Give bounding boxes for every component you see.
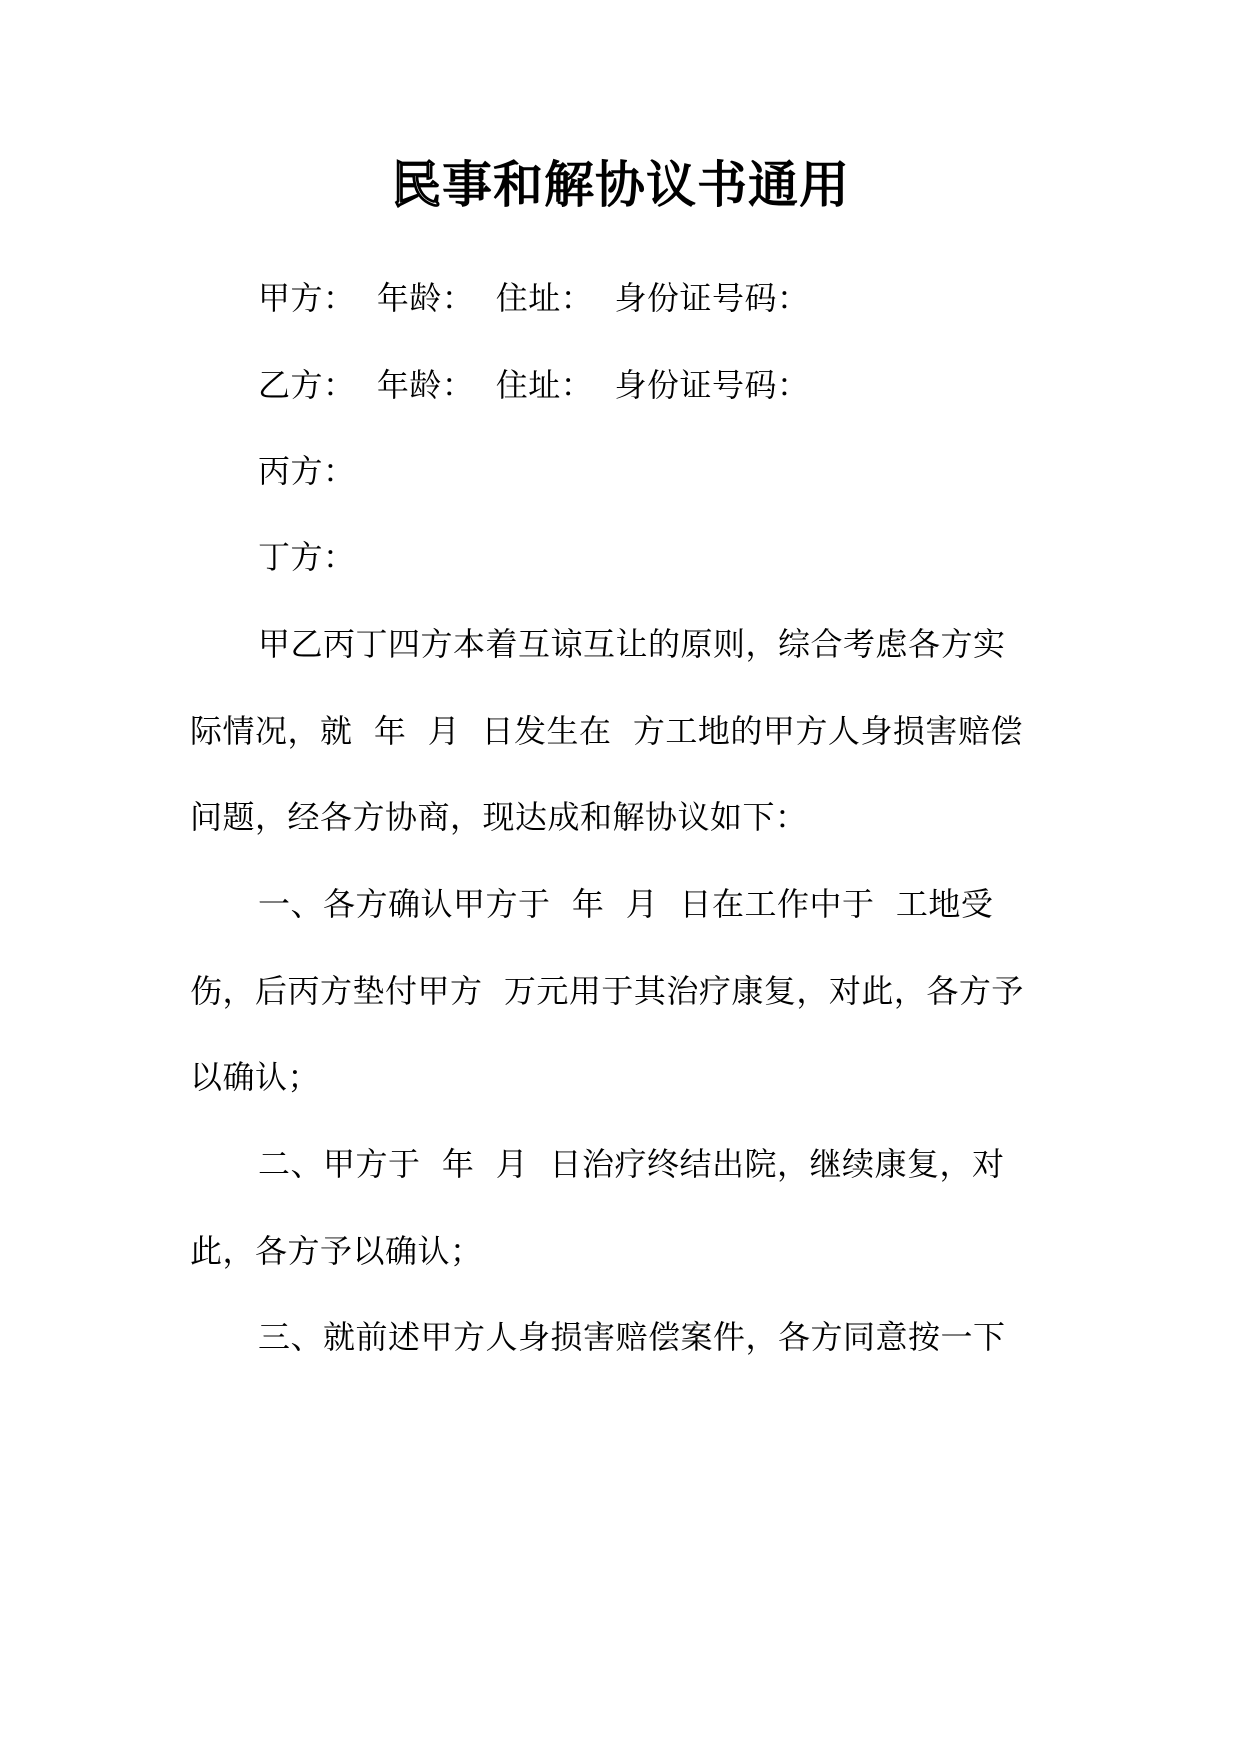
- paragraph-line: 问题，经各方协商，现达成和解协议如下：: [190, 798, 808, 836]
- paragraph-line: 际情况，就 年 月 日发生在 方工地的甲方人身损害赔偿: [190, 712, 1023, 750]
- document-title: [0, 150, 1241, 220]
- title-first-char: 民: [391, 155, 442, 214]
- party-d-line: 丁方：: [258, 538, 356, 576]
- clause-one-line: 伤，后丙方垫付甲方 万元用于其治疗康复，对此，各方予: [190, 972, 1024, 1010]
- title-text: 事和解协议书通用: [442, 155, 850, 214]
- clause-one-line: 一、各方确认甲方于 年 月 日在工作中于 工地受: [258, 885, 994, 923]
- party-a-line: 甲方： 年龄： 住址： 身份证号码：: [258, 279, 810, 317]
- party-b-line: 乙方： 年龄： 住址： 身份证号码：: [258, 366, 810, 404]
- clause-two-line: 二、甲方于 年 月 日治疗终结出院，继续康复，对: [258, 1145, 1005, 1183]
- clause-one-line: 以确认；: [190, 1058, 321, 1096]
- paragraph-line: 甲乙丙丁四方本着互谅互让的原则，综合考虑各方实: [258, 625, 1006, 663]
- party-c-line: 丙方：: [258, 452, 356, 490]
- clause-three-line: 三、就前述甲方人身损害赔偿案件，各方同意按一下: [258, 1318, 1006, 1356]
- clause-two-line: 此，各方予以确认；: [190, 1232, 483, 1270]
